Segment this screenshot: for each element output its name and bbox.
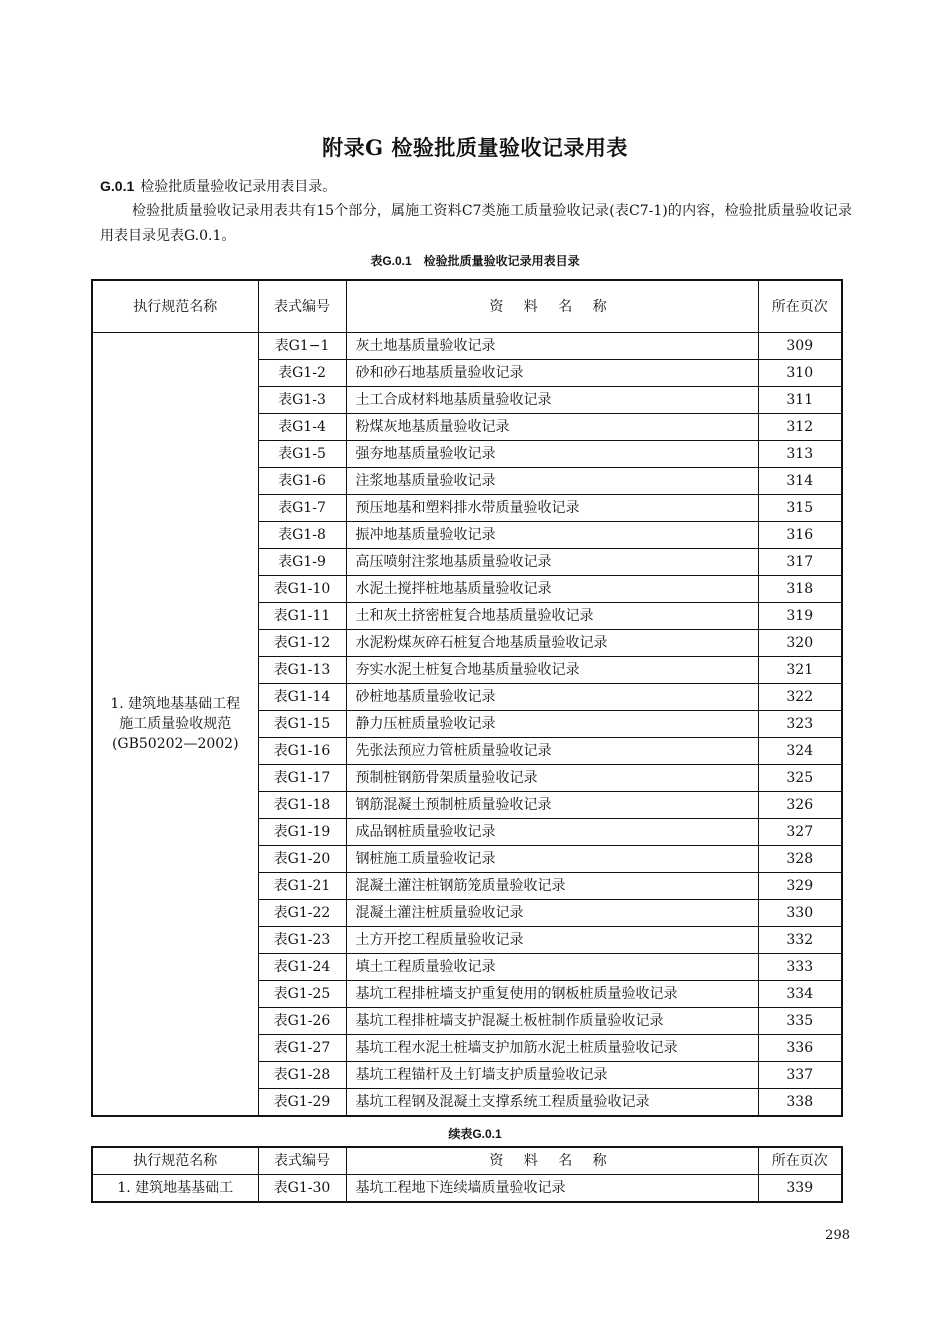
page-number-cell: 335 [758, 1008, 842, 1035]
form-code-cell: 表G1-8 [258, 522, 346, 549]
form-code-cell: 表G1-9 [258, 549, 346, 576]
page-number-cell: 327 [758, 819, 842, 846]
record-name-cell: 土工合成材料地基质量验收记录 [346, 387, 758, 414]
page-number-cell: 324 [758, 738, 842, 765]
record-name-cell: 高压喷射注浆地基质量验收记录 [346, 549, 758, 576]
form-code-cell: 表G1-17 [258, 765, 346, 792]
header-record-name [346, 280, 758, 333]
form-code-cell: 表G1-26 [258, 1008, 346, 1035]
table-row [92, 333, 842, 360]
record-name-cell: 基坑工程钢及混凝土支撑系统工程质量验收记录 [346, 1089, 758, 1117]
form-code-cell: 表G1-12 [258, 630, 346, 657]
form-code-cell: 表G1-30 [258, 1175, 346, 1203]
page-number-cell: 326 [758, 792, 842, 819]
record-name-cell: 先张法预应力管桩质量验收记录 [346, 738, 758, 765]
record-name-cell: 基坑工程地下连续墙质量验收记录 [346, 1175, 758, 1203]
norm-name-line: (GB50202—2002) [111, 736, 239, 752]
form-code-cell: 表G1-13 [258, 657, 346, 684]
record-name-cell: 砂和砂石地基质量验收记录 [346, 360, 758, 387]
record-name-cell: 成品钢桩质量验收记录 [346, 819, 758, 846]
norm-name-line: 施工质量验收规范 [119, 716, 232, 732]
form-code-cell: 表G1-21 [258, 873, 346, 900]
form-code-cell: 表G1-2 [258, 360, 346, 387]
record-name-cell: 强夯地基质量验收记录 [346, 441, 758, 468]
record-name-cell: 基坑工程排桩墙支护重复使用的钢板桩质量验收记录 [346, 981, 758, 1008]
form-code-cell: 表G1-25 [258, 981, 346, 1008]
header-norm-name: 执行规范名称 [92, 1147, 258, 1175]
form-code-cell: 表G1-11 [258, 603, 346, 630]
page-number-cell: 332 [758, 927, 842, 954]
page-number-cell: 310 [758, 360, 842, 387]
section-number: G.0.1 [100, 178, 135, 194]
record-name-cell: 夯实水泥土桩复合地基质量验收记录 [346, 657, 758, 684]
header-record-name-text: 资 料 名 称 [489, 1153, 615, 1169]
page-number-cell: 315 [758, 495, 842, 522]
form-code-cell: 表G1-28 [258, 1062, 346, 1089]
record-name-cell: 填土工程质量验收记录 [346, 954, 758, 981]
page-number-cell: 339 [758, 1175, 842, 1203]
record-name-cell: 预制桩钢筋骨架质量验收记录 [346, 765, 758, 792]
page-number-cell: 317 [758, 549, 842, 576]
record-name-cell: 基坑工程水泥土桩墙支护加筋水泥土桩质量验收记录 [346, 1035, 758, 1062]
form-code-cell: 表G1-10 [258, 576, 346, 603]
page-number-cell: 312 [758, 414, 842, 441]
page-title: 附录G 检验批质量验收记录用表 [322, 135, 628, 160]
header-form-code: 表式编号 [258, 280, 346, 333]
continuation-header-row [92, 1147, 842, 1175]
record-name-cell: 水泥粉煤灰碎石桩复合地基质量验收记录 [346, 630, 758, 657]
page-number-cell: 309 [758, 333, 842, 360]
page-number-cell: 333 [758, 954, 842, 981]
form-code-cell: 表G1−1 [258, 333, 346, 360]
record-name-cell: 砂桩地基质量验收记录 [346, 684, 758, 711]
norm-name-cell: 1. 建筑地基基础工 [92, 1175, 258, 1203]
page-number-cell: 325 [758, 765, 842, 792]
page-number-cell: 311 [758, 387, 842, 414]
form-code-cell: 表G1-20 [258, 846, 346, 873]
inspection-record-table [91, 279, 843, 1117]
form-code-cell: 表G1-18 [258, 792, 346, 819]
record-name-cell: 静力压桩质量验收记录 [346, 711, 758, 738]
page-number-cell: 329 [758, 873, 842, 900]
form-code-cell: 表G1-4 [258, 414, 346, 441]
header-record-name [346, 1147, 758, 1175]
form-code-cell: 表G1-15 [258, 711, 346, 738]
page-number-cell: 323 [758, 711, 842, 738]
intro-paragraph: 检验批质量验收记录用表共有15个部分，属施工资料C7类施工质量验收记录(表C7-1)的内容，检验批质量验收记录用表目录见表G.0.1。 [100, 203, 852, 244]
continuation-table [91, 1146, 843, 1203]
page-number-cell: 334 [758, 981, 842, 1008]
form-code-cell: 表G1-23 [258, 927, 346, 954]
record-name-cell: 预压地基和塑料排水带质量验收记录 [346, 495, 758, 522]
record-name-cell: 水泥土搅拌桩地基质量验收记录 [346, 576, 758, 603]
table-header-row [92, 280, 842, 333]
norm-name-cell [92, 333, 258, 1117]
record-name-cell: 基坑工程排桩墙支护混凝土板桩制作质量验收记录 [346, 1008, 758, 1035]
page-number-cell: 321 [758, 657, 842, 684]
table-body [92, 280, 842, 1116]
page-number-cell: 319 [758, 603, 842, 630]
page-number-cell: 330 [758, 900, 842, 927]
page-number-cell: 313 [758, 441, 842, 468]
header-form-code: 表式编号 [258, 1147, 346, 1175]
page-number-cell: 314 [758, 468, 842, 495]
form-code-cell: 表G1-27 [258, 1035, 346, 1062]
norm-name-line: 1. 建筑地基基础工程 [110, 696, 241, 712]
page-number-cell: 336 [758, 1035, 842, 1062]
table-row [92, 1175, 842, 1203]
record-name-cell: 钢桩施工质量验收记录 [346, 846, 758, 873]
record-name-cell: 钢筋混凝土预制桩质量验收记录 [346, 792, 758, 819]
page-number-cell: 316 [758, 522, 842, 549]
form-code-cell: 表G1-7 [258, 495, 346, 522]
form-code-cell: 表G1-16 [258, 738, 346, 765]
page-number-cell: 338 [758, 1089, 842, 1117]
section-heading [100, 176, 336, 196]
record-name-cell: 混凝土灌注桩质量验收记录 [346, 900, 758, 927]
form-code-cell: 表G1-22 [258, 900, 346, 927]
form-code-cell: 表G1-6 [258, 468, 346, 495]
form-code-cell: 表G1-14 [258, 684, 346, 711]
record-name-cell: 振冲地基质量验收记录 [346, 522, 758, 549]
table-caption: 表G.0.1 检验批质量验收记录用表目录 [370, 254, 580, 268]
form-code-cell: 表G1-5 [258, 441, 346, 468]
record-name-cell: 混凝土灌注桩钢筋笼质量验收记录 [346, 873, 758, 900]
page-number-cell: 328 [758, 846, 842, 873]
form-code-cell: 表G1-3 [258, 387, 346, 414]
section-heading-text: 检验批质量验收记录用表目录。 [140, 179, 337, 195]
record-name-cell: 土和灰土挤密桩复合地基质量验收记录 [346, 603, 758, 630]
form-code-cell: 表G1-29 [258, 1089, 346, 1117]
record-name-cell: 粉煤灰地基质量验收记录 [346, 414, 758, 441]
record-name-cell: 土方开挖工程质量验收记录 [346, 927, 758, 954]
header-page-number: 所在页次 [758, 1147, 842, 1175]
header-record-name-text: 资 料 名 称 [489, 298, 615, 315]
form-code-cell: 表G1-24 [258, 954, 346, 981]
page-number: 298 [825, 1228, 850, 1243]
page-number-cell: 322 [758, 684, 842, 711]
page-number-cell: 337 [758, 1062, 842, 1089]
header-norm-name: 执行规范名称 [92, 280, 258, 333]
page-number-cell: 320 [758, 630, 842, 657]
form-code-cell: 表G1-19 [258, 819, 346, 846]
page-number-cell: 318 [758, 576, 842, 603]
record-name-cell: 基坑工程锚杆及土钉墙支护质量验收记录 [346, 1062, 758, 1089]
record-name-cell: 灰土地基质量验收记录 [346, 333, 758, 360]
record-name-cell: 注浆地基质量验收记录 [346, 468, 758, 495]
continuation-caption: 续表G.0.1 [448, 1127, 502, 1141]
header-page-number: 所在页次 [758, 280, 842, 333]
